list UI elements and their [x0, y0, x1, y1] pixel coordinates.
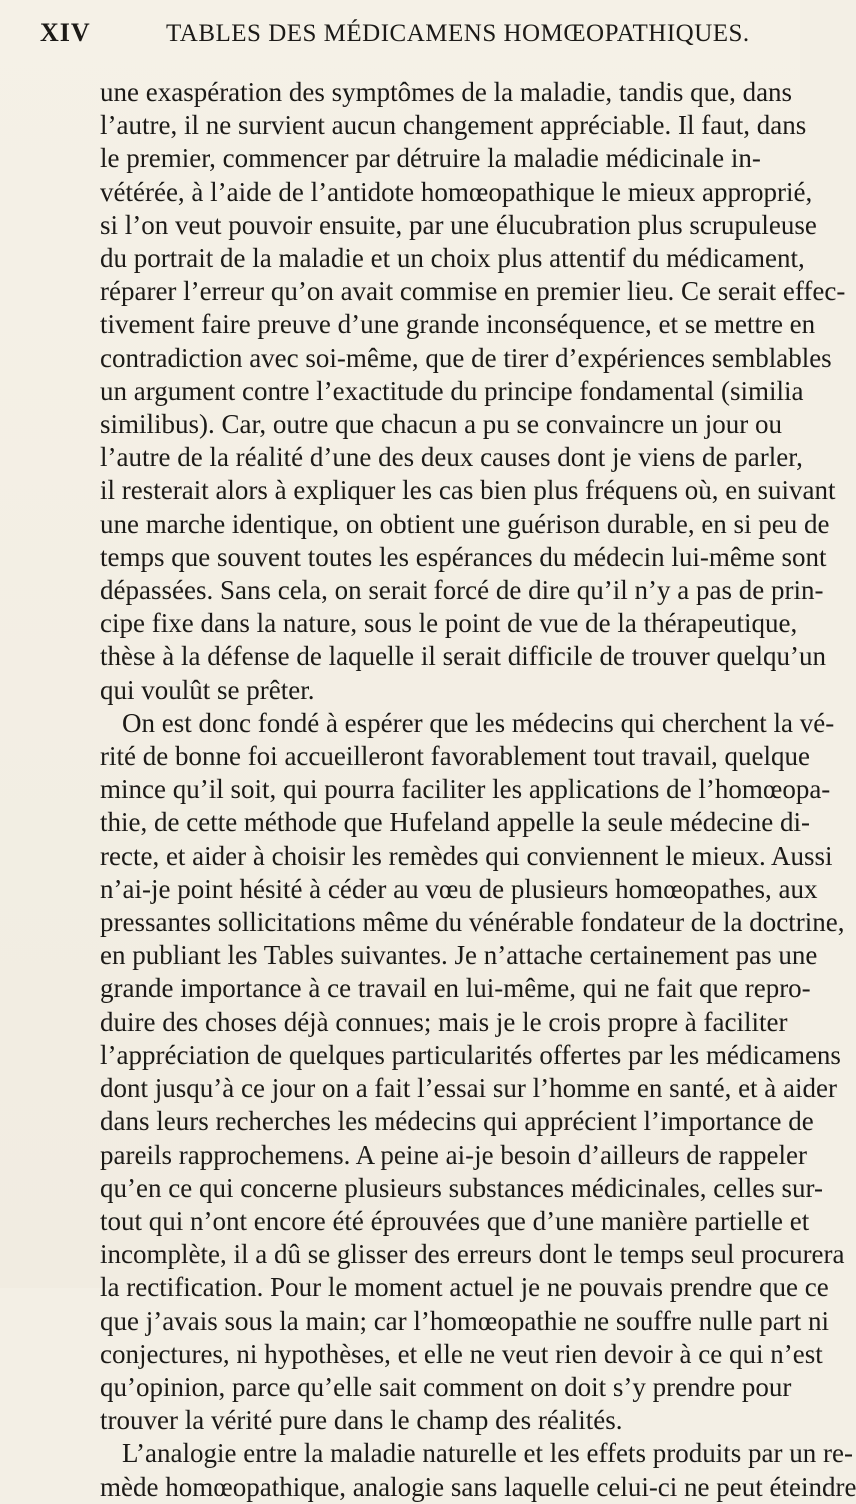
- text-line: temps que souvent toutes les espérances du médecin lui-même sont: [100, 541, 827, 572]
- text-line: similibus). Car, outre que chacun a pu se convaincre un jour ou: [100, 409, 782, 440]
- text-line: pareils rapprochemens. A peine ai-je besoin d’ailleurs de rappeler: [100, 1139, 807, 1170]
- text-line: dépassées. Sans cela, on serait forcé de dire qu’il n’y a pas de prin-: [100, 575, 824, 606]
- text-line: mède homœopathique, analogie sans laquelle celui-ci ne peut éteindre: [100, 1471, 856, 1502]
- text-line: qu’opinion, parce qu’elle sait comment on doit s’y prendre pour: [100, 1371, 792, 1402]
- text-line: l’appréciation de quelques particularités offertes par les médicamens: [100, 1039, 841, 1070]
- text-line: que j’avais sous la main; car l’homœopathie ne souffre nulle part ni: [100, 1305, 830, 1336]
- text-line: vétérée, à l’aide de l’antidote homœopathique le mieux approprié,: [100, 176, 813, 207]
- text-line: n’ai-je point hésité à céder au vœu de plusieurs homœopathes, aux: [100, 873, 818, 904]
- text-line: une marche identique, on obtient une guérison durable, en si peu de: [100, 508, 830, 539]
- text-line: réparer l’erreur qu’on avait commise en premier lieu. Ce serait effec-: [100, 276, 846, 307]
- text-line: rité de bonne foi accueilleront favorablement tout travail, quelque: [100, 741, 810, 772]
- text-line: thie, de cette méthode que Hufeland appelle la seule médecine di-: [100, 807, 810, 838]
- text-line: qui voulût se prêter.: [100, 674, 315, 705]
- text-line: en publiant les Tables suivantes. Je n’attache certainement pas une: [100, 940, 818, 971]
- text-line: grande importance à ce travail en lui-même, qui ne fait que repro-: [100, 973, 811, 1004]
- text-line: trouver la vérité pure dans le champ des réalités.: [100, 1405, 623, 1436]
- text-line: conjectures, ni hypothèses, et elle ne veut rien devoir à ce qui n’est: [100, 1338, 823, 1369]
- text-line: pressantes sollicitations même du vénérable fondateur de la doctrine,: [100, 907, 845, 938]
- text-line: mince qu’il soit, qui pourra faciliter les applications de l’homœopa-: [100, 774, 831, 805]
- body-text: [100, 76, 856, 1504]
- text-line: tout qui n’ont encore été éprouvées que d’une manière partielle et: [100, 1205, 810, 1236]
- text-line: un argument contre l’exactitude du principe fondamental (similia: [100, 375, 804, 406]
- text-line: incomplète, il a dû se glisser des erreurs dont le temps seul procurera: [100, 1239, 845, 1270]
- text-line: l’autre de la réalité d’une des deux causes dont je viens de parler,: [100, 442, 803, 473]
- text-line: cipe fixe dans la nature, sous le point de vue de la thérapeutique,: [100, 608, 798, 639]
- text-line: si l’on veut pouvoir ensuite, par une élucubration plus scrupuleuse: [100, 209, 817, 240]
- text-line: duire des choses déjà connues; mais je le crois propre à faciliter: [100, 1006, 788, 1037]
- text-line: qu’en ce qui concerne plusieurs substances médicinales, celles sur-: [100, 1172, 823, 1203]
- text-line: L’analogie entre la maladie naturelle et les effets produits par un re-: [122, 1438, 853, 1469]
- text-line: dont jusqu’à ce jour on a fait l’essai sur l’homme en santé, et à aider: [100, 1073, 838, 1104]
- page-header: [40, 18, 760, 58]
- text-line: contradiction avec soi-même, que de tirer d’expériences semblables: [100, 342, 832, 373]
- text-line: On est donc fondé à espérer que les médecins qui cherchent la vé-: [122, 707, 835, 738]
- text-line: une exaspération des symptômes de la maladie, tandis que, dans: [100, 77, 793, 107]
- page-number: XIV: [40, 18, 91, 47]
- text-line: le premier, commencer par détruire la maladie médicinale in-: [100, 143, 761, 174]
- text-line: il resterait alors à expliquer les cas bien plus fréquens où, en suivant: [100, 475, 836, 506]
- running-title: TABLES DES MÉDICAMENS HOMŒOPATHIQUES.: [166, 20, 750, 47]
- text-line: thèse à la défense de laquelle il serait difficile de trouver quelqu’un: [100, 641, 826, 672]
- text-line: tivement faire preuve d’une grande inconséquence, et se mettre en: [100, 309, 816, 340]
- text-line: dans leurs recherches les médecins qui apprécient l’importance de: [100, 1106, 814, 1137]
- text-line: du portrait de la maladie et un choix plus attentif du médicament,: [100, 243, 805, 274]
- text-line: l’autre, il ne survient aucun changement appréciable. Il faut, dans: [100, 110, 807, 141]
- text-line: recte, et aider à choisir les remèdes qui conviennent le mieux. Aussi: [100, 840, 833, 871]
- text-line: la rectification. Pour le moment actuel je ne pouvais prendre que ce: [100, 1272, 829, 1303]
